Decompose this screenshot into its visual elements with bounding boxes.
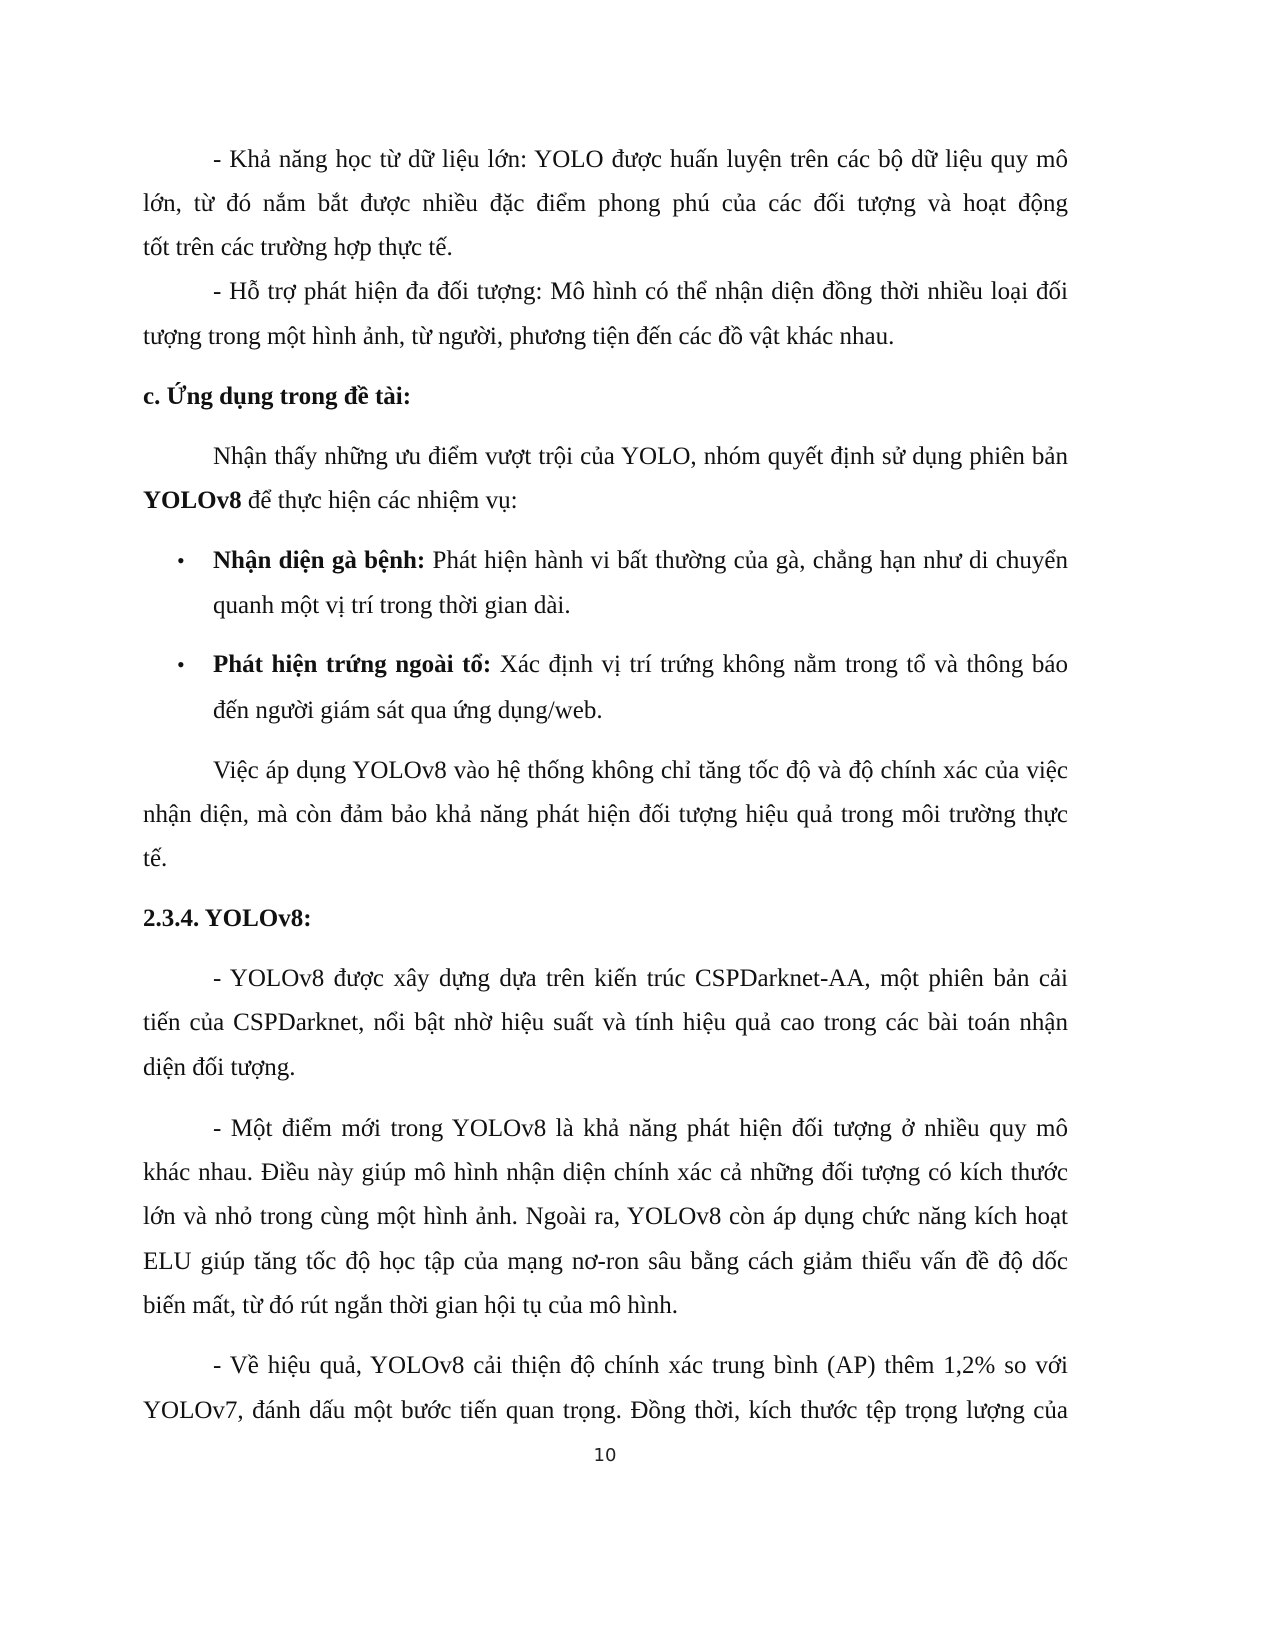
bullet-icon: • — [177, 548, 185, 573]
paragraph-line: YOLOv7, đánh dấu một bước tiến quan trọng. Đồng thời, kích thước tệp trọng lượng của — [143, 1397, 1068, 1424]
paragraph-line: nhận diện, mà còn đảm bảo khả năng phát hiện đối tượng hiệu quả trong môi trường thực — [143, 801, 1068, 828]
paragraph-line: lớn, từ đó nắm bắt được nhiều đặc điểm phong phú của các đối tượng và hoạt động — [143, 190, 1068, 217]
paragraph-line: Nhận thấy những ưu điểm vượt trội của YOLO, nhóm quyết định sử dụng phiên bản — [213, 443, 1068, 470]
bullet-text: quanh một vị trí trong thời gian dài. — [213, 592, 571, 619]
bullet-item — [213, 546, 1068, 576]
paragraph-line: ELU giúp tăng tốc độ học tập của mạng nơ-ron sâu bằng cách giảm thiểu vấn đề độ dốc — [143, 1248, 1068, 1275]
paragraph-line: lớn và nhỏ trong cùng một hình ảnh. Ngoài ra, YOLOv8 còn áp dụng chức năng kích hoạt — [143, 1203, 1068, 1230]
bold-term: YOLOv8 — [143, 487, 242, 514]
paragraph-line: - Hỗ trợ phát hiện đa đối tượng: Mô hình có thể nhận diện đồng thời nhiều loại đối — [213, 278, 1068, 305]
paragraph-line: - YOLOv8 được xây dựng dựa trên kiến trúc CSPDarknet-AA, một phiên bản cải — [213, 965, 1068, 992]
section-heading: c. Ứng dụng trong đề tài: — [143, 383, 412, 410]
paragraph-line: biến mất, từ đó rút ngắn thời gian hội tụ của mô hình. — [143, 1292, 679, 1319]
bullet-text: Xác định vị trí trứng không nằm trong tổ và thông báo — [491, 651, 1068, 678]
paragraph-line: tượng trong một hình ảnh, từ người, phương tiện đến các đồ vật khác nhau. — [143, 323, 895, 350]
section-heading: 2.3.4. YOLOv8: — [143, 905, 312, 932]
paragraph-line: tế. — [143, 845, 168, 872]
bullet-item — [213, 650, 1068, 680]
bullet-text: đến người giám sát qua ứng dụng/web. — [213, 697, 603, 724]
bullet-text: Phát hiện hành vi bất thường của gà, chẳng hạn như di chuyển — [425, 547, 1068, 574]
bullet-title: Nhận diện gà bệnh: — [213, 547, 426, 574]
paragraph-line: tiến của CSPDarknet, nổi bật nhờ hiệu suất và tính hiệu quả cao trong các bài toán nhận — [143, 1009, 1068, 1036]
page-number: 10 — [593, 1445, 617, 1466]
paragraph-line: - Về hiệu quả, YOLOv8 cải thiện độ chính xác trung bình (AP) thêm 1,2% so với — [213, 1352, 1068, 1379]
paragraph-line: - Khả năng học từ dữ liệu lớn: YOLO được huấn luyện trên các bộ dữ liệu quy mô — [213, 146, 1068, 173]
paragraph-line: khác nhau. Điều này giúp mô hình nhận diện chính xác cả những đối tượng có kích thước — [143, 1159, 1068, 1186]
text: để thực hiện các nhiệm vụ: — [241, 487, 518, 514]
paragraph-line — [143, 486, 1068, 516]
bullet-icon: • — [177, 652, 185, 677]
bullet-title: Phát hiện trứng ngoài tổ: — [213, 651, 492, 678]
paragraph-line: Việc áp dụng YOLOv8 vào hệ thống không chỉ tăng tốc độ và độ chính xác của việc — [213, 757, 1068, 784]
paragraph-line: - Một điểm mới trong YOLOv8 là khả năng phát hiện đối tượng ở nhiều quy mô — [213, 1115, 1068, 1142]
paragraph-line: tốt trên các trường hợp thực tế. — [143, 234, 453, 261]
paragraph-line: diện đối tượng. — [143, 1054, 296, 1081]
